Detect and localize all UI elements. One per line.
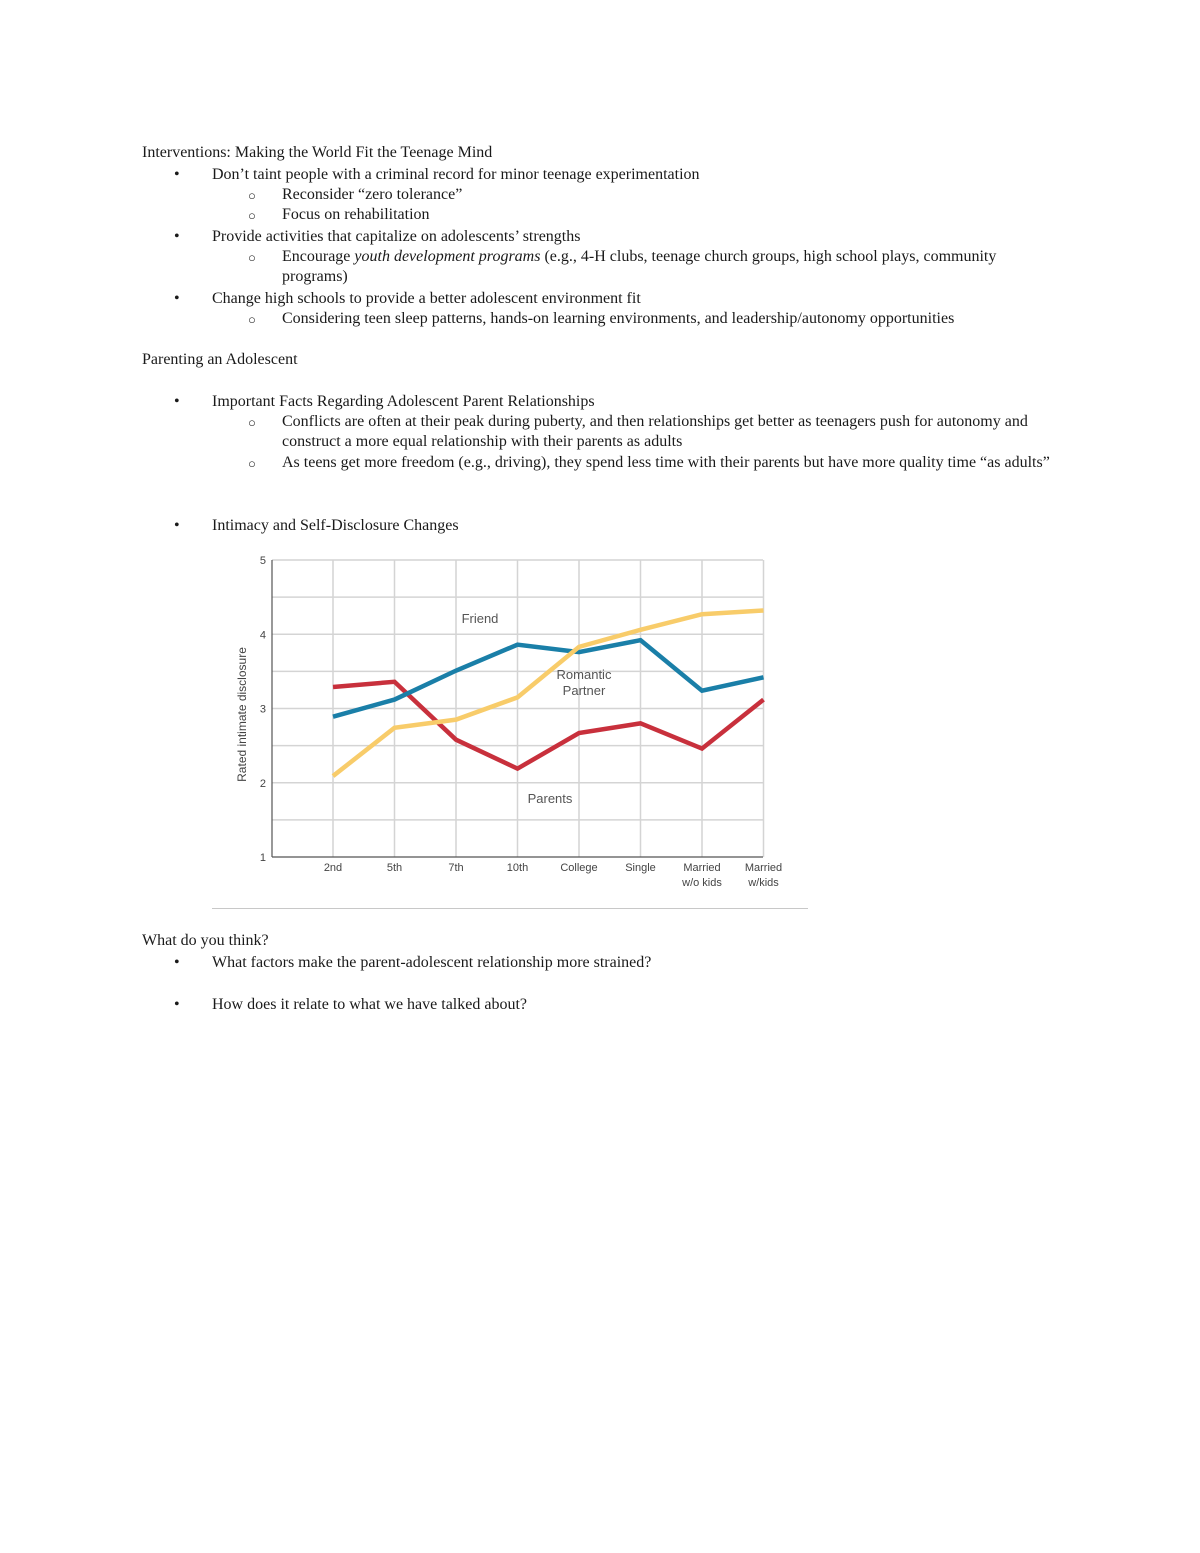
x-tick-label: 7th (448, 862, 464, 874)
parenting-item-intimacy: Intimacy and Self-Disclosure Changes (212, 517, 459, 534)
bullet-marker: • (174, 393, 180, 410)
bullet-marker: • (174, 954, 180, 971)
y-tick-label: 5 (259, 555, 266, 567)
subitem-text: Encourage (282, 248, 355, 265)
friend-series-line (333, 640, 764, 716)
intervention-item-high-schools: Change high schools to provide a better adolescent environment fit (212, 290, 641, 307)
think-heading: What do you think? (142, 932, 269, 949)
question-relate: How does it relate to what we have talked about? (212, 996, 527, 1013)
y-tick-label: 4 (259, 629, 266, 642)
intimacy-chart (210, 548, 808, 910)
friend-series-label: Friend (461, 611, 499, 626)
interventions-heading: Interventions: Making the World Fit the Teenage Mind (142, 144, 493, 161)
subitem-sleep-patterns: Considering teen sleep patterns, hands-on learning environments, and leadership/autonomy opportunities (282, 310, 955, 327)
y-tick-label: 1 (259, 852, 266, 864)
x-tick-label: Single (625, 862, 656, 874)
bullet-marker: • (174, 228, 180, 245)
x-tick-label: 10th (506, 862, 529, 874)
bullet-marker: • (174, 996, 180, 1013)
intervention-item-activities: Provide activities that capitalize on adolescents’ strengths (212, 228, 581, 245)
subitem-youth-programs (282, 247, 1062, 287)
parenting-heading: Parenting an Adolescent (142, 351, 298, 368)
sub-bullet-marker: ○ (248, 312, 256, 327)
subitem-conflicts: Conflicts are often at their peak during puberty, and then relationships get better as teenagers push for autonomy and construct a more equal relationship with their parents as adults (282, 413, 1028, 450)
intervention-item-criminal-record: Don’t taint people with a criminal record for minor teenage experimentation (212, 166, 700, 183)
bullet-marker: • (174, 166, 180, 183)
romantic-partner-series-label: Romantic Partner (556, 667, 612, 698)
y-tick-label: 3 (259, 703, 266, 716)
x-tick-label: College (560, 862, 598, 874)
sub-bullet-marker: ○ (248, 456, 256, 471)
y-axis-label: Rated intimate disclosure (235, 647, 249, 782)
emphasis-text: youth development programs (354, 248, 541, 265)
subitem-text: (e.g., 4-H clubs, teenage church groups, high school plays, community programs) (282, 248, 997, 285)
x-tick-label: Married w/o kids (682, 862, 722, 889)
bullet-marker: • (174, 290, 180, 307)
parents-series-label: Parents (527, 791, 573, 806)
sub-bullet-marker: ○ (248, 208, 256, 223)
x-tick-label: 5th (386, 862, 403, 874)
subitem-freedom: As teens get more freedom (e.g., driving), they spend less time with their parents but have more quality time “as adults” (282, 454, 1050, 471)
sub-bullet-marker: ○ (248, 250, 256, 265)
parenting-item-facts: Important Facts Regarding Adolescent Parent Relationships (212, 393, 595, 410)
chart-divider (212, 908, 808, 909)
sub-bullet-marker: ○ (248, 415, 256, 430)
x-tick-label: 2nd (323, 862, 343, 874)
question-strained: What factors make the parent-adolescent relationship more strained? (212, 954, 652, 971)
y-tick-label: 2 (259, 777, 266, 790)
x-tick-label: Married w/kids (744, 862, 783, 889)
subitem-rehabilitation: Focus on rehabilitation (282, 206, 430, 223)
sub-bullet-marker: ○ (248, 188, 256, 203)
bullet-marker: • (174, 517, 180, 534)
subitem-zero-tolerance: Reconsider “zero tolerance” (282, 186, 463, 203)
intimacy-line-chart (210, 548, 808, 910)
